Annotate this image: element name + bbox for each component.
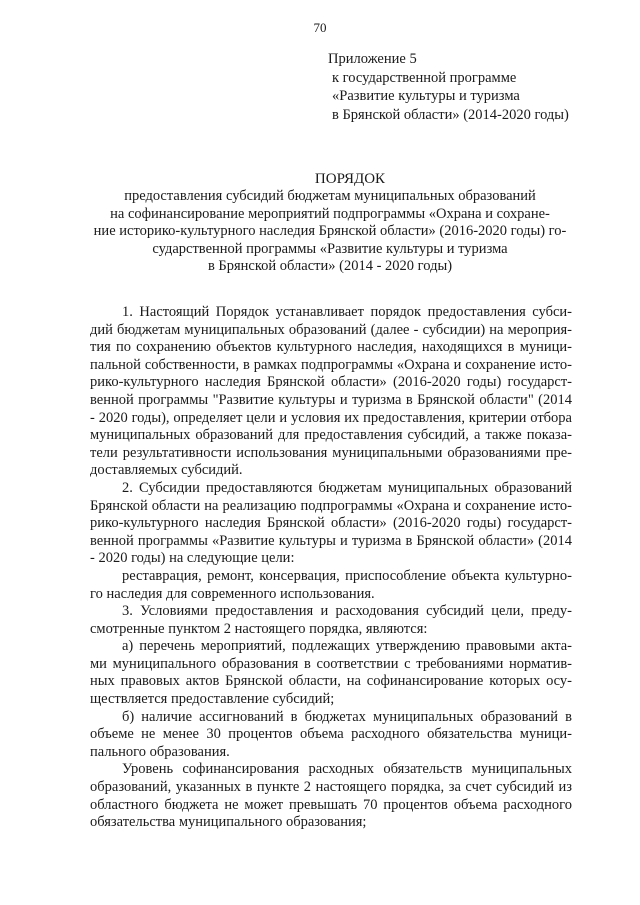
appendix-line-1: Приложение 5 xyxy=(328,51,417,67)
appendix-header xyxy=(328,50,628,124)
paragraph-3-b: б) наличие ассигнований в бюджетах муниципальных образований в объеме не менее 30 процентов объема расходного обязательства муници-пального образования. xyxy=(90,708,572,760)
appendix-line-2: к государственной программе xyxy=(332,69,517,86)
paragraph-3: 3. Условиями предоставления и расходования субсидий цели, преду-смотренные пунктом 2 настоящего порядка, являются: xyxy=(90,603,572,637)
paragraph-2: 2. Субсидии предоставляются бюджетам муниципальных образований Брянской области на реализацию подпрограммы «Охрана и сохранение исто-рико-культурного наследия Брянской области» (2016-2020 годы) государст-венной программы «Развитие культуры и туризма в Брянской области» (2014 - 2020 годы) на следующие цели: xyxy=(90,479,572,567)
subtitle-line-4: сударственной программы «Развитие культуры и туризма xyxy=(152,240,508,257)
appendix-line-3: «Развитие культуры и туризма xyxy=(332,88,520,104)
appendix-line-4: в Брянской области» (2014-2020 годы) xyxy=(332,106,569,123)
paragraph-2-goal: реставрация, ремонт, консервация, приспособление объекта культурно-го наследия для современного использования. xyxy=(90,567,572,602)
page-number: 70 xyxy=(313,20,327,35)
document-title: ПОРЯДОК xyxy=(314,171,386,187)
subtitle-line-1: предоставления субсидий бюджетам муниципальных образований xyxy=(124,188,536,204)
paragraph-cofinancing: Уровень софинансирования расходных обязательств муниципальных образований, указанных в пункте 2 настоящего порядка, за счет субсидий из областного бюджета не может превышать 70 процентов объема расходного обязательства муниципального образования; xyxy=(90,761,572,831)
document-body xyxy=(90,304,572,832)
subtitle-line-2: на софинансирование мероприятий подпрограммы «Охрана и сохране- xyxy=(110,205,550,222)
paragraph-3-a: а) перечень мероприятий, подлежащих утверждению правовыми акта-ми муниципального образования в соответствии с требованиями норматив-ных правовых актов Брянской области, на софинансирование которых осу-ществляется предоставление субсидий; xyxy=(90,638,572,708)
subtitle-line-3: ние историко-культурного наследия Брянской области» (2016-2020 годы) го- xyxy=(93,223,567,239)
paragraph-1: 1. Настоящий Порядок устанавливает порядок предоставления субси-дий бюджетам муниципальных образований (далее - субсидии) на мероприя-тия по сохранению объектов культурного наследия, находящихся в муници-пальной собственности, в рамках подпрограммы «Охрана и сохранение исто-рико-культурного наследия Брянской области» (2016-2020 годы) государст-венной программы "Развитие культуры и туризма в Брянской области" (2014 - 2020 годы), определяет цели и условия их предоставления, критерии отбора муниципальных образований для предоставления субсидий, а также показа-тели результативности использования муниципальными образованиями пре-доставляемых субсидий. xyxy=(90,304,572,479)
subtitle-line-5: в Брянской области» (2014 - 2020 годы) xyxy=(207,258,453,274)
document-subtitle xyxy=(80,188,580,276)
